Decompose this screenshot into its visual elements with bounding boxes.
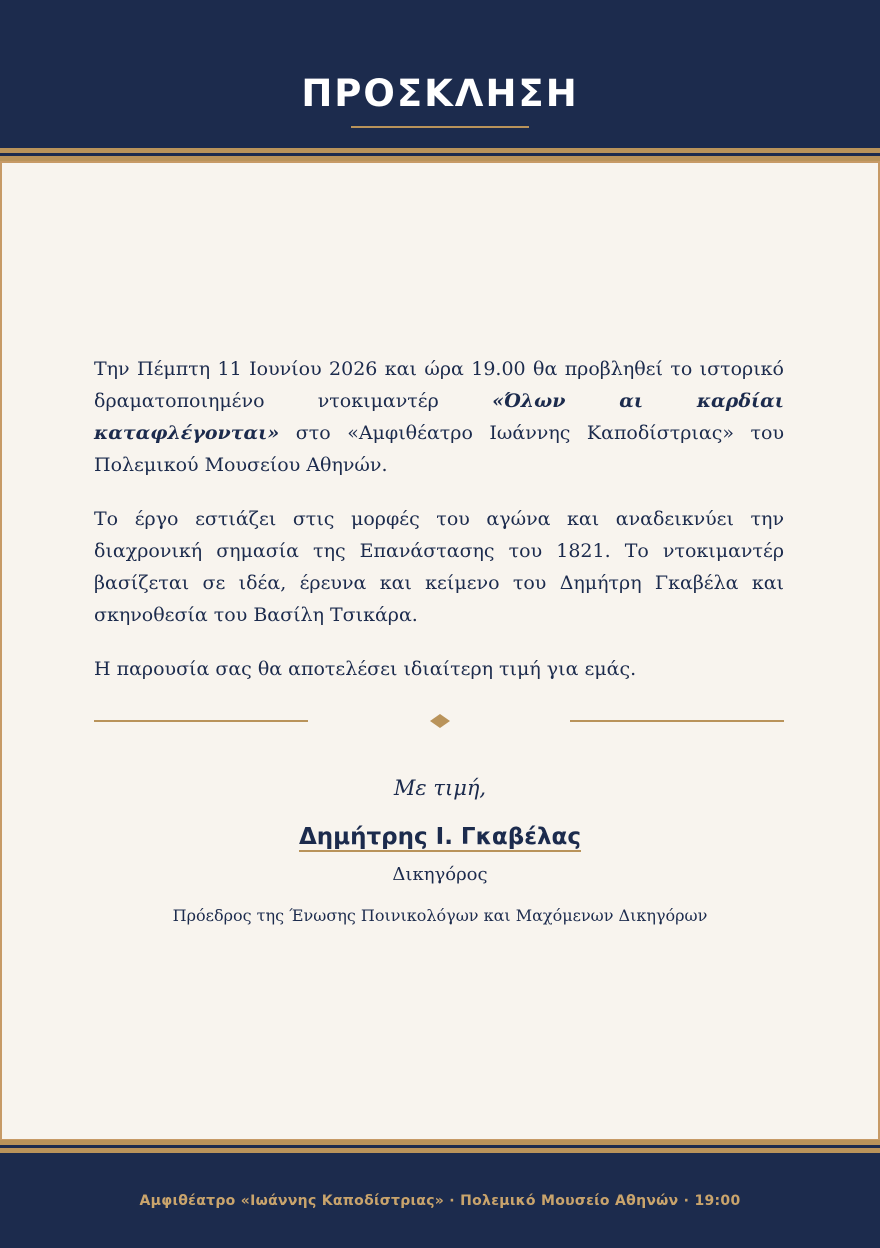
closing-salutation: Με τιμή, [393, 776, 487, 800]
signer-name: Δημήτρης Ι. Γκαβέλας [299, 824, 581, 850]
paragraph-event [94, 353, 784, 481]
signer-position: Πρόεδρος της Ένωσης Ποινικολόγων και Μαχόμενων Δικηγόρων [172, 906, 708, 925]
signer-profession: Δικηγόρος [392, 864, 488, 885]
top-gold-band [0, 148, 880, 153]
paragraph-event-intro: Την Πέμπτη 11 Ιουνίου 2026 και ώρα 19.00 θα προβληθεί το ιστορικό δραματοποιημένο ντοκιμαντέρ [94, 358, 784, 412]
title-underline [351, 126, 529, 128]
paragraph-event-venue: στο «Αμφιθέατρο Ιωάννης Καποδίστριας» του Πολεμικού Μουσείου Αθηνών. [94, 422, 784, 476]
footer-text: Αμφιθέατρο «Ιωάννης Καποδίστριας» · Πολεμικό Μουσείο Αθηνών · 19:00 [139, 1193, 741, 1209]
divider-right [570, 720, 784, 722]
bottom-gold-band [0, 1140, 880, 1145]
paragraph-description: Το έργο εστιάζει στις μορφές του αγώνα και αναδεικνύει την διαχρονική σημασία της Επανάστασης του 1821. Το ντοκιμαντέρ βασίζεται σε ιδέα, έρευνα και κείμενο του Δημήτρη Γκαβέλα και σκηνοθεσία του Βασίλη Τσικάρα. [94, 508, 784, 626]
signer [0, 824, 880, 850]
film-title: «Όλων αι καρδίαι καταφλέγονται» [94, 390, 784, 444]
divider-left [94, 720, 308, 722]
invitation-title: ΠΡΟΣΚΛΗΣΗ [301, 72, 579, 115]
invitation-body [94, 353, 784, 707]
paragraph-honor: Η παρουσία σας θα αποτελέσει ιδιαίτερη τιμή για εμάς. [94, 658, 637, 680]
